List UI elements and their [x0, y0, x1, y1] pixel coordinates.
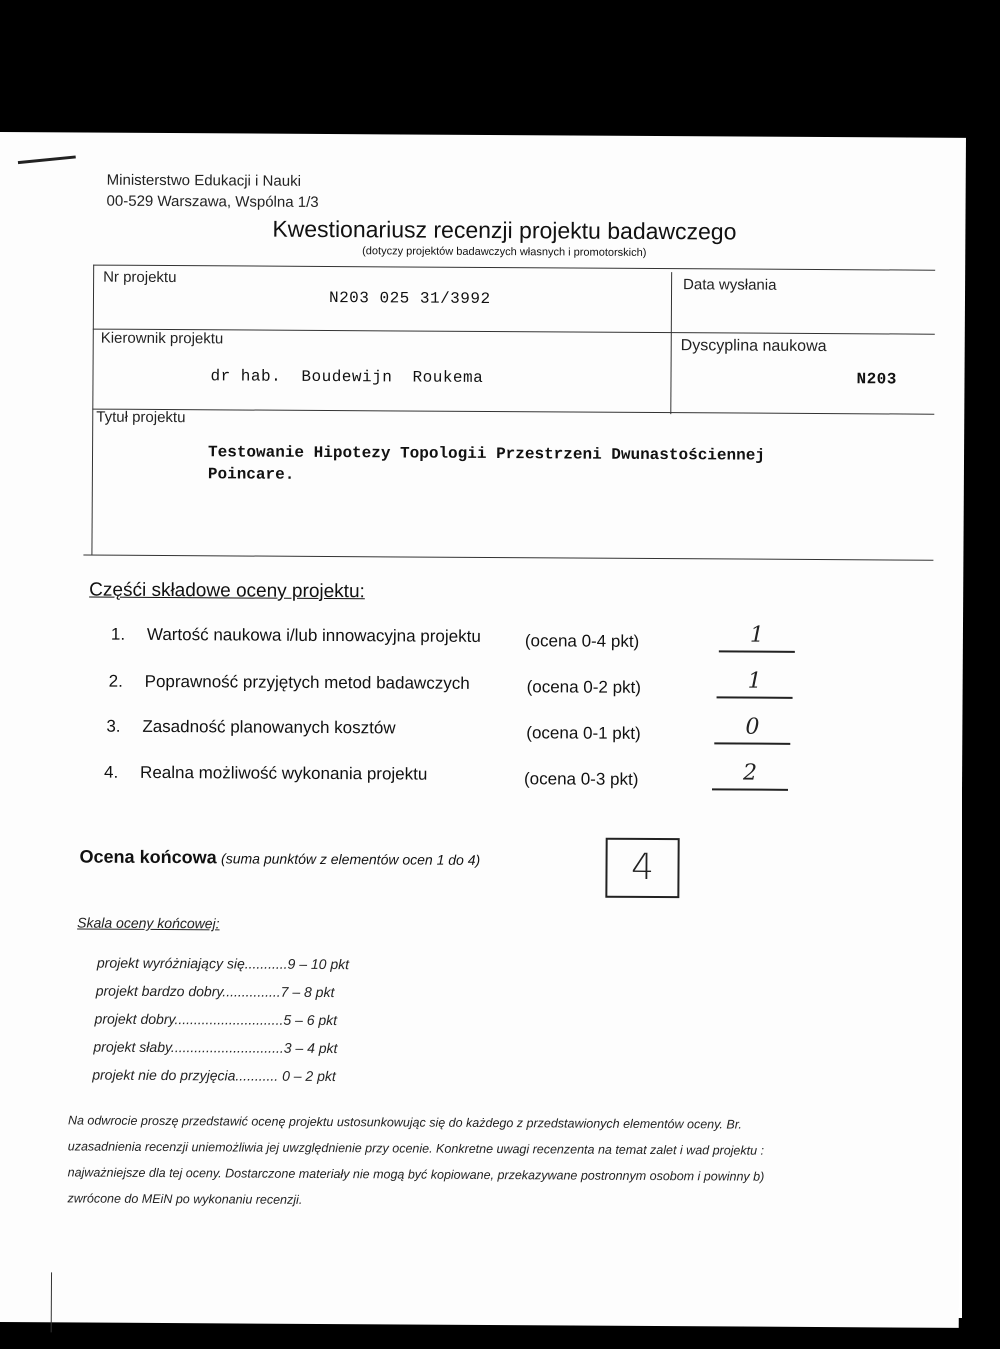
- data-wyslania-label: Data wysłania: [683, 276, 777, 294]
- scale-item: projekt bardzo dobry...............7 – 8 pkt: [95, 982, 335, 1001]
- footnote: [67, 1107, 958, 1216]
- final-score-box[interactable]: 4: [605, 838, 679, 898]
- ministry-address: [107, 170, 319, 213]
- ministry-name: Ministerstwo Edukacji i Nauki: [106, 171, 301, 190]
- nr-projektu-label: Nr projektu: [103, 268, 177, 287]
- dyscyplina-value: N203: [856, 370, 897, 389]
- kierownik-value: dr hab. Boudewijn Roukema: [210, 367, 484, 387]
- criterion-number: 4.: [104, 762, 119, 782]
- criterion-range: (ocena 0-2 pkt): [526, 677, 642, 697]
- ministry-address-line: 00-529 Warszawa, Wspólna 1/3: [106, 192, 319, 211]
- evaluation-heading: Częśći składowe oceny projektu:: [89, 579, 365, 603]
- form-subtitle: (dotyczy projektów badawczych własnych i promotorskich): [362, 245, 647, 259]
- criterion-name: Realna możliwość wykonania projektu: [140, 762, 428, 784]
- footnote-line: najważniejsze dla tej oceny. Dostarczone materiały nie mogą być kopiowane, przekazywane postronnym osobom i powinny b): [67, 1165, 765, 1184]
- tytul-line-2: Poincare.: [207, 465, 295, 484]
- criterion-name: Zasadność planowanych kosztów: [142, 716, 396, 738]
- table-row-divider-2: [92, 409, 934, 415]
- scan-border-top: [0, 0, 1000, 138]
- scale-item: projekt wyróżniający się...........9 – 10 pkt: [96, 954, 350, 973]
- criterion-range: (ocena 0-3 pkt): [524, 769, 639, 789]
- dyscyplina-label: Dyscyplina naukowa: [680, 337, 827, 356]
- tytul-line-1: Testowanie Hipotezy Topologii Przestrzeni Dwunastościennej: [207, 443, 765, 465]
- criterion-range: (ocena 0-4 pkt): [524, 631, 640, 651]
- criterion-score-field[interactable]: 0: [714, 714, 790, 744]
- pen-stroke-mark: [18, 155, 76, 164]
- form-title: Kwestionariusz recenzji projektu badawczego: [272, 215, 737, 245]
- final-score-label: Ocena końcowa: [79, 846, 217, 868]
- scale-heading: Skala oceny końcowej:: [77, 914, 220, 932]
- scale-item: projekt słaby.............................3 – 4 pkt: [93, 1038, 338, 1057]
- criterion-number: 1.: [110, 624, 126, 644]
- criterion-score-field[interactable]: 1: [717, 668, 793, 698]
- criterion-number: 2.: [108, 671, 123, 691]
- footnote-line: uzasadnienia recenzji uniemożliwia jej uwzględnienie przy ocenie. Konkretne uwagi recenzenta na temat zalet i wad projektu :: [67, 1139, 765, 1158]
- footnote-line: Na odwrocie proszę przedstawić ocenę projektu ustosunkowując się do każdego z przedstawionych elementów oceny. Br.: [67, 1113, 742, 1132]
- scale-item: projekt dobry............................5 – 6 pkt: [94, 1010, 338, 1029]
- final-score-row: [80, 846, 481, 869]
- criterion-range: (ocena 0-1 pkt): [526, 723, 641, 743]
- scan-border-right: [962, 120, 1000, 1349]
- table-column-divider: [670, 272, 672, 414]
- table-top-border: [93, 265, 935, 271]
- tytul-value: [208, 441, 765, 488]
- final-score-note: (suma punktów z elementów ocen 1 do 4): [221, 850, 481, 868]
- criterion-number: 3.: [106, 716, 121, 736]
- criterion-score-field[interactable]: 2: [712, 760, 788, 790]
- scale-item: projekt nie do przyjęcia........... 0 – 2 pkt: [92, 1066, 336, 1085]
- criterion-name: Poprawność przyjętych metod badawczych: [144, 671, 470, 693]
- kierownik-label: Kierownik projektu: [100, 329, 224, 348]
- table-bottom-border: [83, 555, 933, 561]
- criterion-name: Wartość naukowa i/lub innowacyjna projektu: [146, 624, 481, 646]
- form-page: [0, 132, 966, 1328]
- nr-projektu-value: N203 025 31/3992: [328, 289, 491, 308]
- criterion-score-field[interactable]: 1: [719, 622, 795, 652]
- tytul-label: Tytuł projektu: [96, 408, 186, 427]
- footnote-line: zwrócone do MEiN po wykonaniu recenzji.: [67, 1191, 303, 1207]
